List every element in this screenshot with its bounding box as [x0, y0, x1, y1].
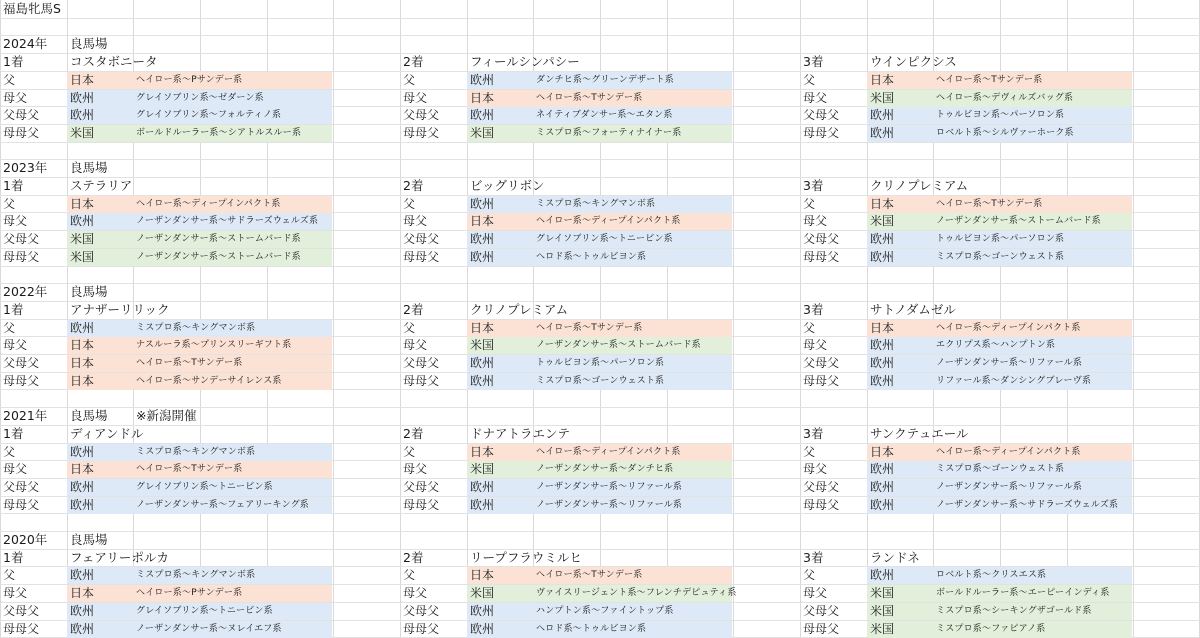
pedigree-region: 日本 [870, 197, 895, 211]
finish-place: 2着 [403, 178, 424, 193]
horse-name: クリノプレミアム [470, 302, 569, 317]
sire-line: ミスプロ系～キングマンボ系 [136, 570, 256, 580]
finish-place: 2着 [403, 550, 424, 565]
pedigree-row-label: 父母父 [403, 108, 440, 122]
pedigree-row-label: 父 [403, 321, 416, 335]
pedigree-row-label: 母父 [3, 338, 28, 352]
pedigree-row-label: 父母父 [403, 480, 440, 494]
pedigree-region: 欧州 [870, 568, 895, 582]
track-condition: 良馬場 [70, 284, 108, 299]
year-label: 2021年 [3, 408, 48, 423]
sire-line: ノーザンダンサー系～ストームバード系 [536, 340, 701, 350]
pedigree-row-label: 母母父 [403, 126, 440, 140]
pedigree-row-label: 父 [803, 568, 816, 582]
pedigree-row-label: 父母父 [803, 604, 840, 618]
horse-name: ビッグリボン [470, 178, 545, 193]
track-condition: 良馬場 [70, 408, 108, 423]
sire-line: ノーザンダンサー系～サドラーズウェルズ系 [136, 216, 319, 226]
horse-name: リープフラウミルヒ [470, 550, 582, 565]
pedigree-row-label: 母父 [3, 214, 28, 228]
sire-line: ヘイロー系～Pサンデー系 [136, 588, 243, 598]
pedigree-row-label: 父 [803, 321, 816, 335]
finish-place: 3着 [803, 426, 824, 441]
pedigree-row-label: 母母父 [403, 374, 440, 388]
grid-row-line [0, 53, 1200, 54]
pedigree-row-label: 父 [403, 568, 416, 582]
horse-name: ウインピクシス [870, 54, 957, 69]
pedigree-row-label: 父 [3, 568, 16, 582]
year-label: 2022年 [3, 284, 48, 299]
pedigree-region: 欧州 [470, 604, 495, 618]
sire-line: ノーザンダンサー系～ヌレイエフ系 [136, 624, 282, 634]
sire-line: ノーザンダンサー系～ストームバード系 [136, 234, 301, 244]
pedigree-region: 米国 [70, 232, 95, 246]
sire-line: ヘイロー系～Tサンデー系 [136, 358, 243, 368]
pedigree-region: 欧州 [870, 356, 895, 370]
finish-place: 3着 [803, 54, 824, 69]
pedigree-row-label: 母母父 [803, 498, 840, 512]
pedigree-region: 日本 [870, 445, 895, 459]
pedigree-row-label: 母父 [3, 91, 28, 105]
sire-line: トゥルビヨン系～パーソロン系 [936, 110, 1065, 120]
pedigree-row-label: 母母父 [803, 374, 840, 388]
finish-place: 1着 [3, 54, 24, 69]
sire-line: ボールドルーラー系～エーピーインディ系 [936, 588, 1110, 598]
pedigree-row-label: 母母父 [803, 622, 840, 636]
sire-line: ヘイロー系～Tサンデー系 [136, 464, 243, 474]
sire-line: ヘイロー系～ディープインパクト系 [536, 447, 681, 457]
grid-row-line [0, 18, 1200, 19]
sire-line: ヘイロー系～ディープインパクト系 [536, 216, 681, 226]
sire-line: ヘロド系～トゥルビヨン系 [536, 252, 647, 262]
sire-line: グレイソブリン系～ゼダーン系 [136, 93, 264, 103]
pedigree-region: 欧州 [870, 480, 895, 494]
pedigree-row-label: 母父 [803, 91, 828, 105]
pedigree-region: 日本 [470, 91, 495, 105]
pedigree-row-label: 父母父 [403, 604, 440, 618]
pedigree-region: 欧州 [470, 356, 495, 370]
horse-name: サンクテュエール [870, 426, 969, 441]
pedigree-row-label: 母母父 [803, 250, 840, 264]
pedigree-region: 欧州 [870, 126, 895, 140]
grid-row-line [0, 531, 1200, 532]
sire-line: トゥルビヨン系～パーソロン系 [936, 234, 1065, 244]
horse-name: サトノダムゼル [870, 302, 956, 317]
pedigree-region: 日本 [70, 586, 95, 600]
horse-name: フィールシンパシー [470, 54, 580, 69]
pedigree-region: 欧州 [70, 214, 95, 228]
pedigree-row-label: 父母父 [403, 232, 440, 246]
pedigree-region: 欧州 [70, 604, 95, 618]
sire-line: ハンプトン系～ファイントップ系 [536, 606, 674, 616]
pedigree-row-label: 母母父 [3, 374, 40, 388]
sire-line: ロベルト系～シルヴァーホーク系 [936, 128, 1074, 138]
pedigree-row-label: 父 [803, 73, 816, 87]
year-label: 2024年 [3, 36, 48, 51]
sire-line: グレイソブリン系～トニービン系 [536, 234, 673, 244]
sire-line: ノーザンダンサー系～リファール系 [536, 482, 683, 492]
pedigree-row-label: 母母父 [403, 250, 440, 264]
sire-line: ヘイロー系～サンデーサイレンス系 [136, 376, 282, 386]
sire-line: ヴァイスリージェント系～フレンチデピュティ系 [536, 588, 737, 598]
pedigree-region: 欧州 [470, 197, 495, 211]
pedigree-region: 欧州 [470, 374, 495, 388]
pedigree-row-label: 父母父 [3, 356, 40, 370]
pedigree-region: 日本 [70, 73, 95, 87]
sire-line: ミスプロ系～ゴーンウェスト系 [936, 464, 1065, 474]
pedigree-region: 米国 [70, 250, 95, 264]
finish-place: 2着 [403, 302, 424, 317]
pedigree-row-label: 母父 [803, 214, 828, 228]
pedigree-region: 欧州 [70, 480, 95, 494]
sire-line: ヘイロー系～Tサンデー系 [936, 199, 1043, 209]
pedigree-row-label: 父 [803, 197, 816, 211]
sire-line: ミスプロ系～キングマンボ系 [136, 323, 256, 333]
sire-line: ボールドルーラー系～シアトルスルー系 [136, 128, 302, 138]
horse-name: ランドネ [870, 550, 920, 565]
pedigree-region: 欧州 [470, 622, 495, 636]
sire-line: ナスルーラ系～プリンスリーギフト系 [136, 340, 292, 350]
pedigree-region: 米国 [870, 604, 895, 618]
sire-line: ミスプロ系～ゴーンウェスト系 [536, 376, 665, 386]
pedigree-row-label: 父 [403, 445, 416, 459]
pedigree-row-label: 母父 [403, 586, 428, 600]
sire-line: ヘイロー系～ディープインパクト系 [936, 323, 1081, 333]
track-condition: 良馬場 [70, 36, 108, 51]
pedigree-row-label: 父母父 [803, 356, 840, 370]
pedigree-row-label: 父母父 [3, 232, 40, 246]
pedigree-region: 欧州 [70, 108, 95, 122]
pedigree-region: 米国 [470, 126, 495, 140]
pedigree-row-label: 父 [403, 197, 416, 211]
grid-row-line [0, 177, 1200, 178]
pedigree-row-label: 母母父 [3, 250, 40, 264]
sire-line: ノーザンダンサー系～ダンチヒ系 [536, 464, 674, 474]
pedigree-region: 日本 [470, 214, 495, 228]
pedigree-row-label: 母母父 [3, 498, 40, 512]
pedigree-region: 欧州 [870, 232, 895, 246]
pedigree-row-label: 母父 [3, 586, 28, 600]
pedigree-row-label: 母父 [403, 91, 428, 105]
horse-name: フェアリーポルカ [70, 550, 169, 565]
pedigree-region: 欧州 [870, 498, 895, 512]
sire-line: エクリプス系～ハンプトン系 [936, 340, 1056, 350]
pedigree-region: 欧州 [70, 568, 95, 582]
sire-line: ヘイロー系～ディープインパクト系 [136, 199, 281, 209]
pedigree-region: 日本 [70, 356, 95, 370]
pedigree-row-label: 父 [803, 445, 816, 459]
finish-place: 3着 [803, 550, 824, 565]
finish-place: 1着 [3, 178, 24, 193]
grid-row-line [0, 35, 1200, 36]
pedigree-region: 日本 [870, 321, 895, 335]
sire-line: ネイティブダンサー系～エタン系 [536, 110, 673, 120]
pedigree-row-label: 母母父 [803, 126, 840, 140]
sire-line: ノーザンダンサー系～リファール系 [936, 358, 1083, 368]
pedigree-region: 日本 [470, 568, 495, 582]
sire-line: グレイソブリン系～トニービン系 [136, 482, 273, 492]
pedigree-row-label: 父母父 [3, 108, 40, 122]
pedigree-region: 米国 [870, 586, 895, 600]
horse-name: コスタボニータ [70, 54, 158, 69]
sire-line: ヘイロー系～デヴィルズバッグ系 [936, 93, 1074, 103]
horse-name: ドナアトラエンテ [470, 426, 571, 441]
pedigree-region: 日本 [870, 73, 895, 87]
pedigree-row-label: 父母父 [803, 232, 840, 246]
pedigree-region: 米国 [470, 462, 495, 476]
finish-place: 1着 [3, 426, 24, 441]
pedigree-region: 欧州 [870, 108, 895, 122]
sire-line: ノーザンダンサー系～ストームバード系 [136, 252, 301, 262]
pedigree-row-label: 父母父 [803, 108, 840, 122]
sire-line: ミスプロ系～フォーティナイナー系 [536, 128, 682, 138]
sire-line: ミスプロ系～キングマンボ系 [136, 447, 256, 457]
pedigree-row-label: 父 [403, 73, 416, 87]
pedigree-row-label: 母母父 [3, 622, 40, 636]
sire-line: ヘロド系～トゥルビヨン系 [536, 624, 647, 634]
finish-place: 3着 [803, 302, 824, 317]
pedigree-region: 欧州 [870, 462, 895, 476]
pedigree-row-label: 父 [3, 197, 16, 211]
pedigree-row-label: 母父 [803, 586, 828, 600]
pedigree-region: 欧州 [470, 250, 495, 264]
grid-row-line [0, 283, 1200, 284]
pedigree-row-label: 母母父 [403, 622, 440, 636]
pedigree-region: 欧州 [870, 374, 895, 388]
finish-place: 3着 [803, 178, 824, 193]
pedigree-region: 欧州 [870, 338, 895, 352]
sire-line: ダンチヒ系～グリーンデザート系 [536, 75, 674, 85]
sire-line: ミスプロ系～ファピアノ系 [936, 624, 1046, 634]
sire-line: ヘイロー系～Pサンデー系 [136, 75, 243, 85]
pedigree-region: 欧州 [470, 480, 495, 494]
finish-place: 2着 [403, 54, 424, 69]
sire-line: ノーザンダンサー系～ストームバード系 [936, 216, 1101, 226]
sire-line: グレイソブリン系～フォルティノ系 [136, 110, 282, 120]
finish-place: 2着 [403, 426, 424, 441]
pedigree-row-label: 母母父 [403, 498, 440, 512]
year-label: 2023年 [3, 160, 48, 175]
pedigree-row-label: 父 [3, 321, 16, 335]
finish-place: 1着 [3, 550, 24, 565]
sire-line: ヘイロー系～Tサンデー系 [536, 570, 643, 580]
horse-name: クリノプレミアム [870, 178, 969, 193]
track-condition: 良馬場 [70, 160, 108, 175]
pedigree-row-label: 母父 [403, 462, 428, 476]
sire-line: ノーザンダンサー系～サドラーズウェルズ系 [936, 500, 1119, 510]
pedigree-region: 日本 [70, 462, 95, 476]
sire-line: ヘイロー系～ディープインパクト系 [936, 447, 1081, 457]
venue-note: ※新潟開催 [136, 408, 197, 423]
finish-place: 1着 [3, 302, 24, 317]
grid-row-line [0, 159, 1200, 160]
pedigree-region: 欧州 [70, 91, 95, 105]
sire-line: リファール系～ダンシングブレーヴ系 [936, 376, 1092, 386]
horse-name: アナザーリリック [70, 302, 170, 317]
sire-line: グレイソブリン系～トニービン系 [136, 606, 273, 616]
pedigree-region: 欧州 [870, 250, 895, 264]
pedigree-region: 米国 [470, 338, 495, 352]
sire-line: ロベルト系～クリスエス系 [936, 570, 1047, 580]
sire-line: ノーザンダンサー系～リファール系 [936, 482, 1083, 492]
pedigree-row-label: 父母父 [803, 480, 840, 494]
pedigree-row-label: 父母父 [3, 480, 40, 494]
track-condition: 良馬場 [70, 532, 108, 547]
pedigree-region: 米国 [870, 622, 895, 636]
pedigree-row-label: 父母父 [403, 356, 440, 370]
grid-row-line [0, 425, 1200, 426]
pedigree-region: 欧州 [70, 321, 95, 335]
pedigree-region: 日本 [70, 374, 95, 388]
pedigree-region: 日本 [470, 445, 495, 459]
pedigree-region: 欧州 [470, 108, 495, 122]
pedigree-region: 米国 [870, 214, 895, 228]
pedigree-region: 欧州 [470, 498, 495, 512]
pedigree-row-label: 父 [3, 445, 16, 459]
pedigree-region: 欧州 [70, 445, 95, 459]
sire-line: ヘイロー系～Tサンデー系 [536, 323, 643, 333]
sire-line: ノーザンダンサー系～リファール系 [536, 500, 683, 510]
pedigree-region: 米国 [470, 586, 495, 600]
pedigree-region: 日本 [70, 197, 95, 211]
sire-line: ヘイロー系～Tサンデー系 [936, 75, 1043, 85]
pedigree-region: 欧州 [470, 73, 495, 87]
pedigree-region: 欧州 [70, 622, 95, 636]
pedigree-row-label: 母母父 [3, 126, 40, 140]
pedigree-region: 日本 [70, 338, 95, 352]
grid-row-line [0, 266, 1200, 267]
pedigree-row-label: 父母父 [3, 604, 40, 618]
sire-line: トゥルビヨン系～パーソロン系 [536, 358, 665, 368]
pedigree-row-label: 母父 [803, 338, 828, 352]
pedigree-region: 欧州 [470, 232, 495, 246]
pedigree-row-label: 母父 [3, 462, 28, 476]
sire-line: ヘイロー系～Tサンデー系 [536, 93, 643, 103]
pedigree-row-label: 父 [3, 73, 16, 87]
pedigree-region: 米国 [870, 91, 895, 105]
pedigree-region: 日本 [470, 321, 495, 335]
horse-name: ステラリア [70, 178, 133, 193]
pedigree-row-label: 母父 [403, 338, 428, 352]
sire-line: ノーザンダンサー系～フェアリーキング系 [136, 500, 310, 510]
pedigree-row-label: 母父 [803, 462, 828, 476]
pedigree-region: 米国 [70, 126, 95, 140]
sire-line: ミスプロ系～キングマンボ系 [536, 199, 656, 209]
grid-row-line [0, 301, 1200, 302]
pedigree-region: 欧州 [70, 498, 95, 512]
sire-line: ミスプロ系～ゴーンウェスト系 [936, 252, 1065, 262]
year-label: 2020年 [3, 532, 48, 547]
grid-row-line [0, 142, 1200, 143]
sire-line: ミスプロ系～シーキングザゴールド系 [936, 606, 1092, 616]
pedigree-row-label: 母父 [403, 214, 428, 228]
horse-name: ディアンドル [70, 426, 144, 441]
sheet-title: 福島牝馬S [3, 1, 61, 16]
grid-row-line [0, 549, 1200, 550]
